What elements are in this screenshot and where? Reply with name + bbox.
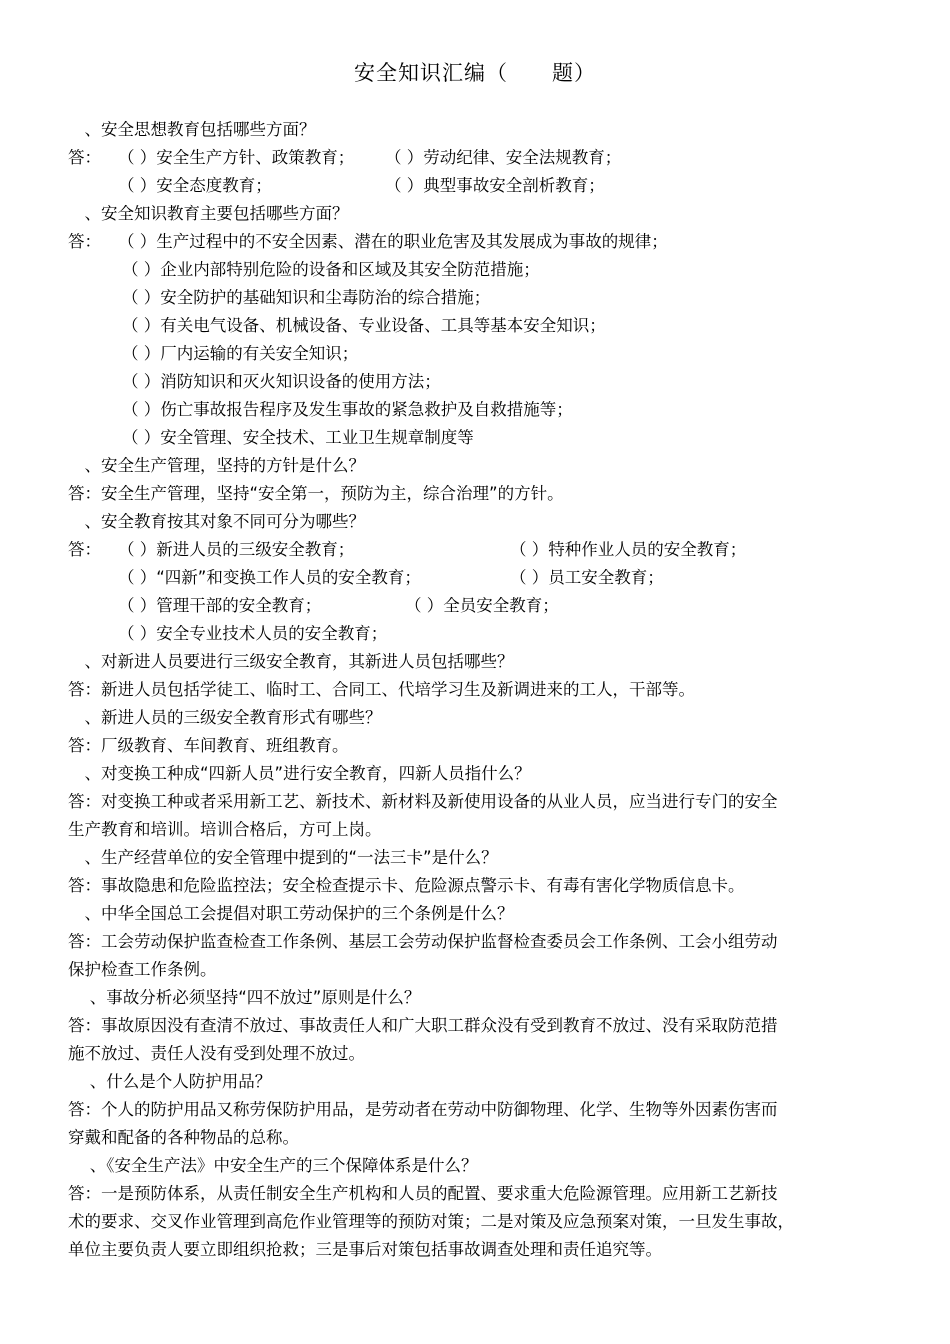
answer-item: （ ）全员安全教育； bbox=[405, 596, 559, 615]
answer-item: （ ）典型事故安全剖析教育； bbox=[385, 176, 605, 195]
question-line: 、安全思想教育包括哪些方面？ bbox=[68, 120, 316, 139]
answer-line: 答：安全生产管理，坚持“安全第一，预防为主，综合治理”的方针。 bbox=[68, 484, 564, 503]
answer-line: 单位主要负责人要立即组织抢救；三是事后对策包括事故调查处理和责任追究等。 bbox=[68, 1240, 662, 1259]
answer-item: （ ）有关电气设备、机械设备、专业设备、工具等基本安全知识； bbox=[122, 316, 606, 335]
answer-label: 答： bbox=[68, 232, 101, 251]
answer-label: 答： bbox=[68, 540, 101, 559]
answer-line: 答：厂级教育、车间教育、班组教育。 bbox=[68, 736, 349, 755]
answer-item: （ ）安全管理、安全技术、工业卫生规章制度等 bbox=[122, 428, 474, 447]
answer-line: 答：个人的防护用品又称劳保防护用品，是劳动者在劳动中防御物理、化学、生物等外因素伤害而 bbox=[68, 1100, 778, 1119]
answer-item: （ ）伤亡事故报告程序及发生事故的紧急救护及自救措施等； bbox=[122, 400, 573, 419]
answer-item: （ ）劳动纪律、安全法规教育； bbox=[385, 148, 622, 167]
question-line: 、对变换工种成“四新人员”进行安全教育，四新人员指什么？ bbox=[68, 764, 531, 783]
answer-line: 术的要求、交叉作业管理到高危作业管理等的预防对策；二是对策及应急预案对策，一旦发生事故， bbox=[68, 1212, 794, 1231]
answer-item: （ ）管理干部的安全教育； bbox=[118, 596, 322, 615]
answer-line: 生产教育和培训。培训合格后，方可上岗。 bbox=[68, 820, 382, 839]
answer-item: （ ）消防知识和灭火知识设备的使用方法； bbox=[122, 372, 441, 391]
answer-line: 答：一是预防体系，从责任制安全生产机构和人员的配置、要求重大危险源管理。应用新工艺新技 bbox=[68, 1184, 778, 1203]
question-line: 、新进人员的三级安全教育形式有哪些？ bbox=[68, 708, 382, 727]
answer-line: 答：工会劳动保护监查检查工作条例、基层工会劳动保护监督检查委员会工作条例、工会小组劳动 bbox=[68, 932, 778, 951]
answer-item: （ ）特种作业人员的安全教育； bbox=[510, 540, 747, 559]
answer-line: 答：事故隐患和危险监控法；安全检查提示卡、危险源点警示卡、有毒有害化学物质信息卡。 bbox=[68, 876, 745, 895]
answer-item: （ ）厂内运输的有关安全知识； bbox=[122, 344, 359, 363]
answer-line: 保护检查工作条例。 bbox=[68, 960, 217, 979]
question-line: 、生产经营单位的安全管理中提到的“一法三卡”是什么？ bbox=[68, 848, 498, 867]
question-line: 、中华全国总工会提倡对职工劳动保护的三个条例是什么？ bbox=[68, 904, 514, 923]
answer-item: （ ）员工安全教育； bbox=[510, 568, 664, 587]
question-line: 、安全知识教育主要包括哪些方面？ bbox=[68, 204, 349, 223]
answer-item: （ ）安全防护的基础知识和尘毒防治的综合措施； bbox=[122, 288, 491, 307]
question-line: 、安全教育按其对象不同可分为哪些？ bbox=[68, 512, 365, 531]
answer-item: （ ）“四新”和变换工作人员的安全教育； bbox=[118, 568, 421, 587]
answer-line: 答：事故原因没有查清不放过、事故责任人和广大职工群众没有受到教育不放过、没有采取防范措 bbox=[68, 1016, 778, 1035]
answer-item: （ ）安全生产方针、政策教育； bbox=[118, 148, 355, 167]
question-line: 、事故分析必须坚持“四不放过”原则是什么？ bbox=[68, 988, 421, 1007]
document-title: 安全知识汇编（ 题） bbox=[354, 61, 596, 85]
answer-item: （ ）企业内部特别危险的设备和区域及其安全防范措施； bbox=[122, 260, 540, 279]
answer-item: （ ）生产过程中的不安全因素、潜在的职业危害及其发展成为事故的规律； bbox=[118, 232, 668, 251]
answer-item: （ ）安全态度教育； bbox=[118, 176, 272, 195]
question-line: 、对新进人员要进行三级安全教育，其新进人员包括哪些？ bbox=[68, 652, 514, 671]
answer-item: （ ）安全专业技术人员的安全教育； bbox=[118, 624, 388, 643]
answer-item: （ ）新进人员的三级安全教育； bbox=[118, 540, 355, 559]
answer-line: 施不放过、责任人没有受到处理不放过。 bbox=[68, 1044, 365, 1063]
question-line: 、什么是个人防护用品？ bbox=[68, 1072, 272, 1091]
question-line: 、安全生产管理，坚持的方针是什么？ bbox=[68, 456, 365, 475]
answer-line: 穿戴和配备的各种物品的总称。 bbox=[68, 1128, 299, 1147]
answer-line: 答：新进人员包括学徒工、临时工、合同工、代培学习生及新调进来的工人，干部等。 bbox=[68, 680, 695, 699]
answer-line: 答：对变换工种或者采用新工艺、新技术、新材料及新使用设备的从业人员，应当进行专门的安全 bbox=[68, 792, 778, 811]
question-line: 、《安全生产法》中安全生产的三个保障体系是什么？ bbox=[68, 1156, 478, 1175]
answer-label: 答： bbox=[68, 148, 101, 167]
